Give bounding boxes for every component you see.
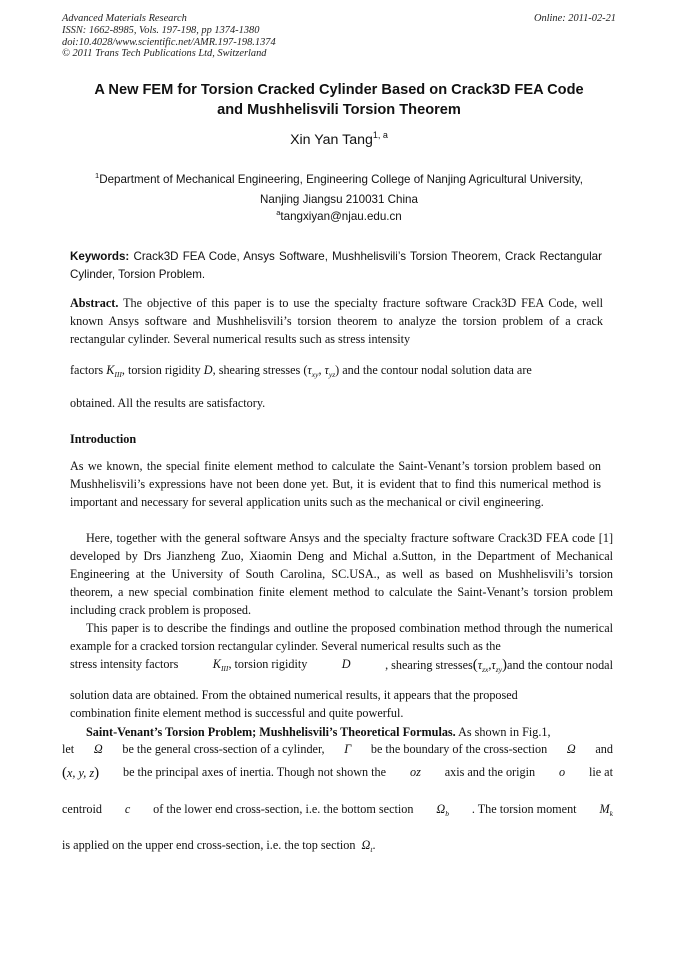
sv-principal-axes: be the principal axes of inertia. Though not shown the [122,765,387,779]
stress-tau-group: , shearing $stresses(\tau_{zx},\tau_{zy})and$ the contour nodal [385,657,613,674]
intro-paragraph-2: Here, together with the general software Ansys and the specialty fracture software Crack3D FEA code [1] developed by Drs Jianzheng Zuo, Xiaomin Deng and Michal a.Sutton, in the Department of Mechanical Engineering at the University of South Carolina, SC.USA., as well as based on Mushhelisvili’s torsion theorem, a new special combination finite element method to calculate the Saint-Venant’s torsion problem including crack problem is proposed. [70,531,613,617]
affiliation [64,166,614,210]
gamma-symbol: Γ [344,742,352,756]
sv-centroid: centroid [62,802,102,816]
saint-venant-line-3 [62,765,613,782]
abstract-contour: ) and the contour nodal solution data are [335,363,532,377]
abstract [70,294,603,348]
sv-bottom-section: of the lower end cross-section, i.e. the bottom section [153,802,414,816]
title-line-1: A New FEM for Torsion Cracked Cylinder Based on Crack3D FEA Code [94,82,584,98]
omega-t-symbol: $\Omega_t$ [361,838,373,854]
xyz-symbol: (x, y, z) [62,765,100,781]
running-header [62,13,616,60]
tau-xy-symbol: $\tau_{xy}$ [307,363,319,379]
sv-torsion-moment: . The torsion moment [471,802,577,816]
abstract-line-5: obtained. All the results are satisfactory. [70,396,266,410]
abstract-torsion-rigidity: , torsion rigidity [121,363,201,377]
k-iii-symbol: $K_{III}$ [106,363,122,379]
keywords [70,248,602,284]
abstract-line-4 [70,363,610,379]
tau-yz-symbol: $\tau_{yz}$ [324,363,336,379]
author-name: Xin Yan Tang [290,132,373,148]
author-sup: 1, a [372,130,388,140]
oz-symbol: oz [409,765,421,779]
author [0,130,678,148]
c-symbol: c [124,802,131,816]
issn-line: ISSN: 1662-8985, Vols. 197-198, pp 1374-1380 [62,24,260,36]
email [0,208,678,223]
affiliation-line-2: Nanjing Jiangsu 210031 China [260,193,418,206]
o-symbol: o [558,765,566,779]
saint-venant-line-2 [62,742,613,757]
paper-title [40,80,638,120]
sv-cross-section: be the general cross-section of a cylinder, [122,742,325,756]
stress-intensity-text: stress intensity factors [70,657,179,671]
sv-upper-end: is applied on the upper end cross-section, i.e. the top section [62,838,356,852]
email-address: tangxiyan@njau.edu.cn [280,210,402,223]
saint-venant-line-4 [62,802,613,818]
intro-paragraph-3: This paper is to describe the findings and outline the proposed combination method through the numerical example for a cracked torsion rectangular cylinder. Several numerical results such as the [70,621,613,653]
sv-lie-at: lie at [588,765,613,779]
saint-venant-heading: Saint-Venant’s Torsion Problem; Mushhelisvili’s Theoretical Formulas. [86,725,456,739]
saint-venant-line-1 [86,725,613,740]
d-symbol: D [203,363,213,377]
sv-let: let [62,742,75,756]
omega-b-symbol: $\Omega_b$ [436,802,449,818]
intro-solution-line-1 [70,688,613,703]
abstract-label: Abstract. [70,296,119,310]
intro-solution-line-2: combination finite element method is successful and quite powerful. [70,706,404,720]
sv-origin: axis and the origin [444,765,536,779]
stress-d-symbol: D [341,657,351,671]
introduction-heading: Introduction [70,432,137,446]
keywords-text: Crack3D FEA Code, Ansys Software, Mushhelisvili’s Torsion Theorem, Crack Rectangular Cylinder, Torsion Problem. [70,250,602,281]
abstract-text: The objective of this paper is to use the specialty fracture software Crack3D FEA Code, well known Ansys software and Mushhelisvili’s torsion theorem to analyze the torsion problem of a crack rectangular cylinder. Several numerical results such as stress intensity [70,296,604,346]
m-k-symbol: $M_k$ [599,802,613,818]
abstract-factors: factors [70,363,104,377]
online-date: Online: 2011-02-21 [533,13,616,24]
email-sup: a [276,208,281,217]
sv-boundary: be the boundary of the cross-section [370,742,548,756]
doi-line: doi:10.4028/www.scientific.net/AMR.197-198.1374 [62,36,276,48]
stress-k-group: $K_{III}$, torsion rigidity [212,657,308,673]
sv-period: . [372,838,376,852]
abstract-shearing: , shearing stresses ( [212,363,308,377]
abstract-comma: , [318,363,322,377]
keywords-label: Keywords: [70,250,130,263]
solution-text-1: solution data are obtained. From the obtained numerical results, it appears that the proposed [70,688,518,702]
sv-and: and [595,742,613,756]
affiliation-sup: 1 [95,171,100,180]
journal-name: Advanced Materials Research [62,13,187,24]
omega-symbol: Ω [93,742,103,756]
affiliation-line-1: Department of Mechanical Engineering, Engineering College of Nanjing Agricultural University, [99,173,583,186]
copyright-line: © 2011 Trans Tech Publications Ltd, Switzerland [62,48,267,60]
intro-paragraph-1: As we known, the special finite element method to calculate the Saint-Venant’s torsion problem based on Mushhelisvili’s expressions have not been done yet. But, it is evident that to find this numerical method is important and necessary for several application units such as the mechanical or civil engineering. [70,459,601,509]
saint-venant-line-5 [62,838,613,854]
intro-stress-line [70,657,613,674]
title-line-2: and Mushhelisvili Torsion Theorem [217,102,461,118]
omega-symbol-2: Ω [566,742,576,756]
saint-venant-fig-ref: As shown in Fig.1, [458,725,551,739]
